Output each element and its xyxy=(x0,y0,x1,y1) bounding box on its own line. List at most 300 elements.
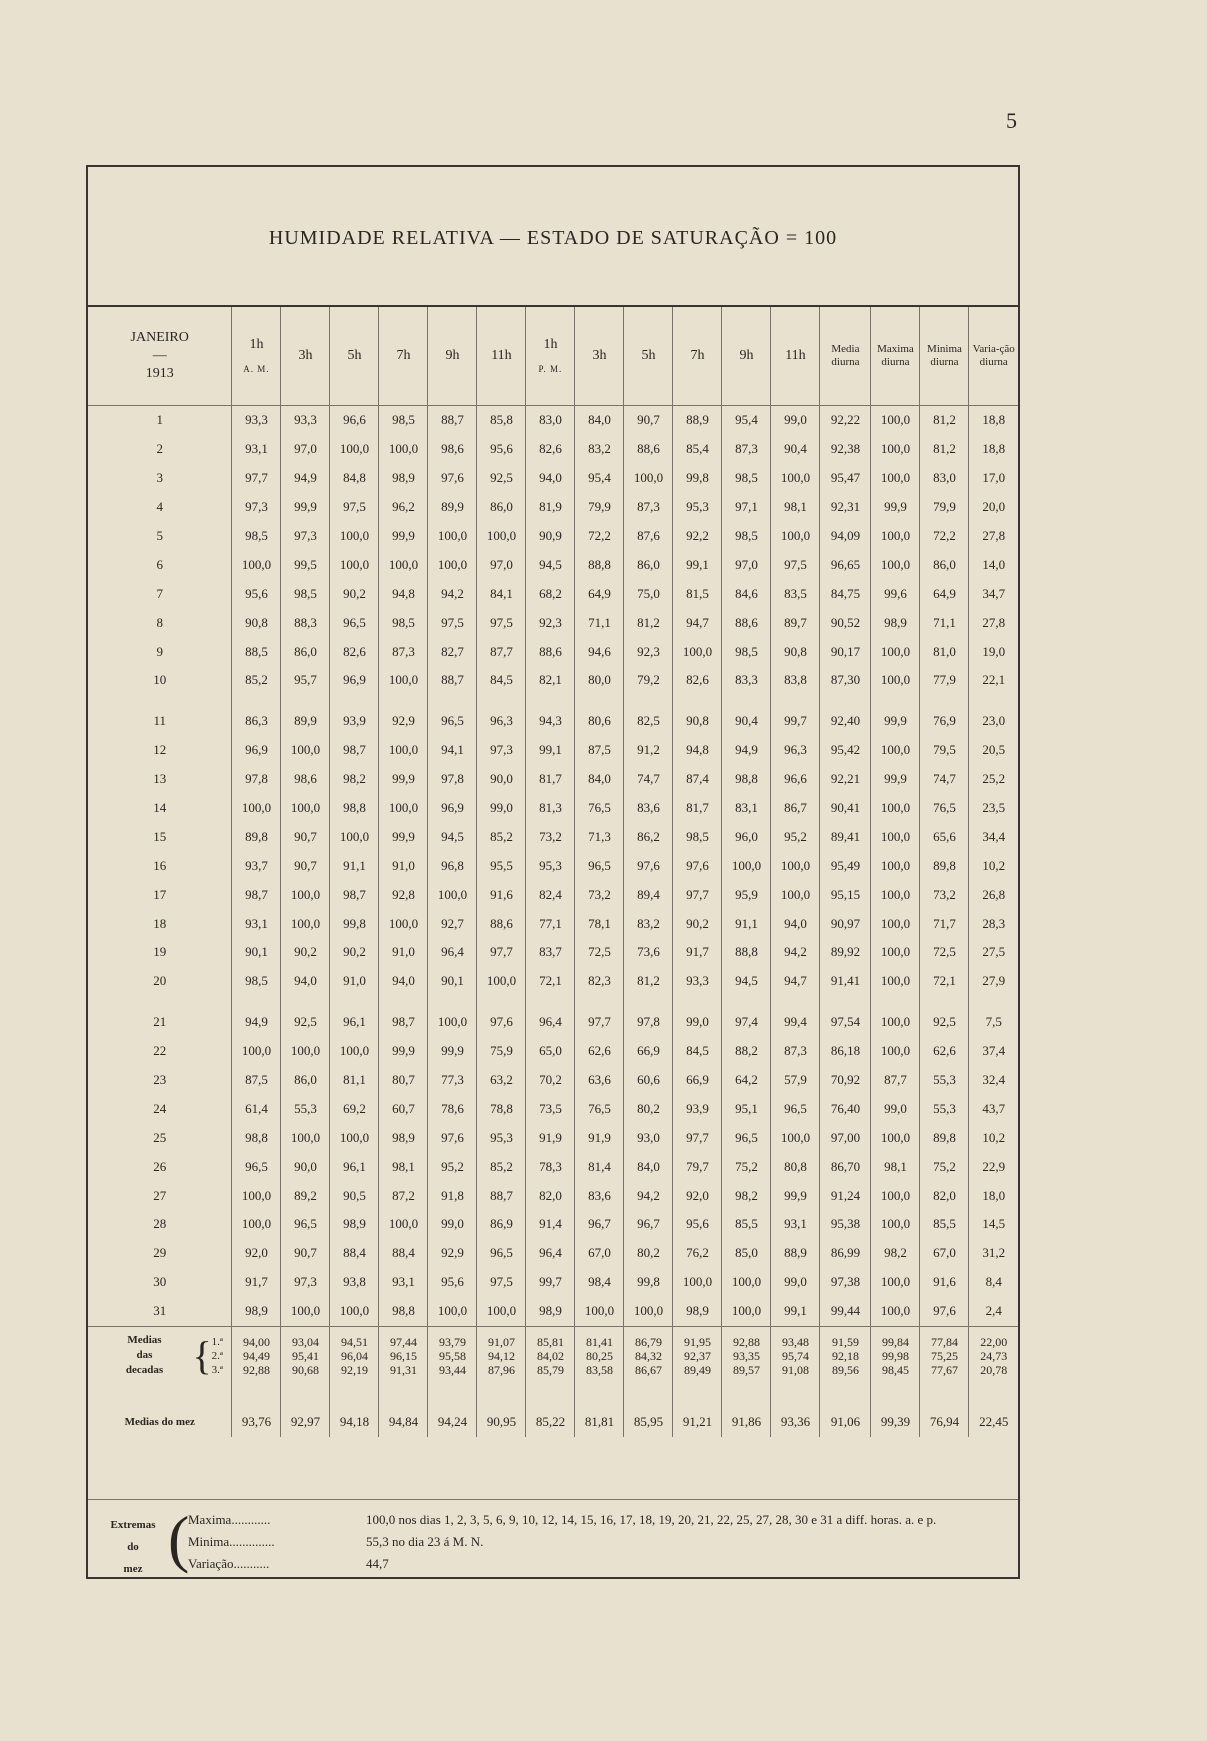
value-cell: 97,6 xyxy=(428,1123,477,1152)
variacao-value: 44,7 xyxy=(366,1556,389,1571)
decade-value-cell xyxy=(575,1326,624,1385)
value-cell: 68,2 xyxy=(526,579,575,608)
value-cell: 92,5 xyxy=(920,1008,969,1037)
day-cell: 15 xyxy=(153,828,167,844)
value-cell: 95,47 xyxy=(820,464,871,493)
value-cell: 93,9 xyxy=(673,1094,722,1123)
table-row xyxy=(88,493,1018,522)
value-cell: 98,8 xyxy=(232,1123,281,1152)
value-cell: 81,2 xyxy=(624,967,673,996)
value-cell: 74,7 xyxy=(624,765,673,794)
decade-value-cell xyxy=(920,1326,969,1385)
value-cell: 90,8 xyxy=(673,707,722,736)
value-cell: 100,0 xyxy=(575,1297,624,1326)
month-mean-cell: 94,18 xyxy=(330,1407,379,1437)
value-cell: 84,75 xyxy=(820,579,871,608)
value-cell: 81,9 xyxy=(526,493,575,522)
variacao-label: Variação........... xyxy=(188,1556,270,1571)
value-cell: 88,7 xyxy=(428,406,477,435)
table-row xyxy=(88,435,1018,464)
value-cell: 89,8 xyxy=(920,851,969,880)
value-cell: 97,5 xyxy=(477,608,526,637)
decade-ordinals xyxy=(212,1335,223,1377)
value-cell: 87,4 xyxy=(673,765,722,794)
value-cell: 87,5 xyxy=(232,1066,281,1095)
value-cell: 99,9 xyxy=(871,765,920,794)
value-cell: 93,1 xyxy=(379,1268,428,1297)
value-cell: 100,0 xyxy=(379,909,428,938)
decade-value: 94,49 xyxy=(242,1348,270,1363)
value-cell: 84,1 xyxy=(477,579,526,608)
month-mean-cell: 99,39 xyxy=(871,1407,920,1437)
spacer-cell xyxy=(920,1385,969,1407)
value-cell: 77,1 xyxy=(526,909,575,938)
table-row xyxy=(88,550,1018,579)
value-cell: 91,6 xyxy=(920,1268,969,1297)
value-cell: 98,7 xyxy=(330,880,379,909)
value-cell: 97,8 xyxy=(232,765,281,794)
hour-header xyxy=(379,307,428,406)
value-cell: 95,49 xyxy=(820,851,871,880)
value-cell: 72,5 xyxy=(575,938,624,967)
value-cell: 43,7 xyxy=(969,1094,1018,1123)
value-cell: 83,0 xyxy=(920,464,969,493)
value-cell: 98,6 xyxy=(428,435,477,464)
value-cell: 75,0 xyxy=(624,579,673,608)
value-cell: 88,8 xyxy=(575,550,624,579)
value-cell: 94,9 xyxy=(281,464,330,493)
value-cell: 25,2 xyxy=(969,765,1018,794)
decade-value: 89,56 xyxy=(831,1362,859,1377)
value-cell: 100,0 xyxy=(330,550,379,579)
value-cell: 81,5 xyxy=(673,579,722,608)
value-cell: 60,6 xyxy=(624,1066,673,1095)
spacer-cell xyxy=(477,996,526,1008)
decade-value: 94,00 xyxy=(242,1334,270,1349)
day-cell: 22 xyxy=(153,1043,167,1059)
decade-value: 94,51 xyxy=(340,1334,368,1349)
value-cell: 22,9 xyxy=(969,1152,1018,1181)
value-cell: 91,9 xyxy=(526,1123,575,1152)
value-cell: 97,7 xyxy=(477,938,526,967)
value-cell: 71,1 xyxy=(920,608,969,637)
spacer-cell xyxy=(969,996,1018,1008)
month-name: JANEIRO xyxy=(130,329,189,345)
spacer-cell xyxy=(88,1385,232,1407)
value-cell: 87,5 xyxy=(575,736,624,765)
decade-value: 92,88 xyxy=(732,1334,760,1349)
value-cell: 100,0 xyxy=(871,522,920,551)
table-row xyxy=(88,579,1018,608)
value-cell: 95,1 xyxy=(722,1094,771,1123)
value-cell: 100,0 xyxy=(232,1181,281,1210)
spacer-cell xyxy=(722,695,771,707)
value-cell: 99,9 xyxy=(379,822,428,851)
spacer-cell xyxy=(920,996,969,1008)
value-cell: 62,6 xyxy=(920,1037,969,1066)
value-cell: 100,0 xyxy=(771,1123,820,1152)
decade-value-cell xyxy=(673,1326,722,1385)
variacao-header: Varia-ção diurna xyxy=(969,307,1018,406)
value-cell: 93,7 xyxy=(232,851,281,880)
value-cell: 99,8 xyxy=(673,464,722,493)
hour-label: 7h xyxy=(690,347,705,363)
value-cell: 100,0 xyxy=(722,1297,771,1326)
value-cell: 99,9 xyxy=(871,493,920,522)
spacer-cell xyxy=(379,996,428,1008)
value-cell: 96,5 xyxy=(232,1152,281,1181)
extremes-maxima-row xyxy=(188,1510,937,1530)
hour-label: 3h xyxy=(592,347,607,363)
spacer-cell xyxy=(575,996,624,1008)
value-cell: 99,4 xyxy=(771,1008,820,1037)
value-cell: 97,8 xyxy=(428,765,477,794)
spacer-row xyxy=(88,1385,1018,1407)
table-row xyxy=(88,1008,1018,1037)
value-cell: 97,00 xyxy=(820,1123,871,1152)
value-cell: 91,0 xyxy=(330,967,379,996)
value-cell: 86,9 xyxy=(477,1210,526,1239)
value-cell: 84,0 xyxy=(575,406,624,435)
value-cell: 91,8 xyxy=(428,1181,477,1210)
spacer-cell xyxy=(281,695,330,707)
value-cell: 91,6 xyxy=(477,880,526,909)
humidity-table xyxy=(88,307,1018,1437)
spacer-cell xyxy=(673,996,722,1008)
value-cell: 79,2 xyxy=(624,666,673,695)
value-cell: 93,8 xyxy=(330,1268,379,1297)
value-cell: 90,52 xyxy=(820,608,871,637)
value-cell: 91,1 xyxy=(722,909,771,938)
spacer-cell xyxy=(969,1385,1018,1407)
day-cell: 19 xyxy=(153,944,167,960)
value-cell: 100,0 xyxy=(871,822,920,851)
decade-value: 83,58 xyxy=(585,1362,613,1377)
value-cell: 98,5 xyxy=(722,637,771,666)
value-cell: 93,3 xyxy=(281,406,330,435)
value-cell: 99,9 xyxy=(379,765,428,794)
value-cell: 81,2 xyxy=(920,406,969,435)
value-cell: 94,8 xyxy=(673,736,722,765)
value-cell: 65,6 xyxy=(920,822,969,851)
value-cell: 94,5 xyxy=(526,550,575,579)
decade-ordinal: 2.ª xyxy=(211,1349,223,1362)
value-cell: 79,7 xyxy=(673,1152,722,1181)
value-cell: 73,2 xyxy=(526,822,575,851)
value-cell: 100,0 xyxy=(281,1037,330,1066)
value-cell: 98,9 xyxy=(526,1297,575,1326)
value-cell: 94,7 xyxy=(771,967,820,996)
decade-ordinal: 1.ª xyxy=(211,1335,223,1348)
value-cell: 97,3 xyxy=(477,736,526,765)
value-cell: 89,8 xyxy=(920,1123,969,1152)
decade-value: 20,78 xyxy=(980,1362,1008,1377)
decade-value: 22,00 xyxy=(980,1334,1008,1349)
value-cell: 99,0 xyxy=(771,406,820,435)
value-cell: 85,0 xyxy=(722,1239,771,1268)
value-cell: 92,3 xyxy=(526,608,575,637)
spacer-cell xyxy=(232,1385,281,1407)
value-cell: 96,5 xyxy=(428,707,477,736)
value-cell: 96,7 xyxy=(624,1210,673,1239)
hour-label: 1h xyxy=(543,337,558,353)
value-cell: 100,0 xyxy=(771,522,820,551)
decade-value: 81,41 xyxy=(585,1334,613,1349)
spacer-cell xyxy=(88,996,232,1008)
value-cell: 99,8 xyxy=(624,1268,673,1297)
value-cell: 100,0 xyxy=(871,794,920,823)
value-cell: 72,2 xyxy=(920,522,969,551)
value-cell: 95,6 xyxy=(232,579,281,608)
spacer-cell xyxy=(624,695,673,707)
decade-value: 93,04 xyxy=(291,1334,319,1349)
decade-value: 92,18 xyxy=(831,1348,859,1363)
day-cell: 4 xyxy=(156,499,163,515)
day-cell: 24 xyxy=(153,1100,167,1116)
value-cell: 66,9 xyxy=(624,1037,673,1066)
value-cell: 79,9 xyxy=(920,493,969,522)
page-number: 5 xyxy=(1006,108,1017,133)
value-cell: 72,1 xyxy=(526,967,575,996)
table-row xyxy=(88,666,1018,695)
value-cell: 26,8 xyxy=(969,880,1018,909)
decade-value: 85,79 xyxy=(536,1362,564,1377)
value-cell: 84,5 xyxy=(673,1037,722,1066)
value-cell: 88,4 xyxy=(379,1239,428,1268)
value-cell: 91,41 xyxy=(820,967,871,996)
value-cell: 100,0 xyxy=(379,736,428,765)
day-cell: 17 xyxy=(153,886,167,902)
value-cell: 94,6 xyxy=(575,637,624,666)
decade-value: 91,07 xyxy=(487,1334,515,1349)
value-cell: 97,3 xyxy=(232,493,281,522)
value-cell: 82,6 xyxy=(526,435,575,464)
table-row xyxy=(88,1094,1018,1123)
value-cell: 100,0 xyxy=(871,736,920,765)
decade-value: 93,79 xyxy=(438,1334,466,1349)
value-cell: 96,1 xyxy=(330,1152,379,1181)
value-cell: 94,2 xyxy=(624,1181,673,1210)
value-cell: 93,0 xyxy=(624,1123,673,1152)
day-cell: 6 xyxy=(156,556,163,572)
value-cell: 98,9 xyxy=(379,1123,428,1152)
value-cell: 98,5 xyxy=(232,967,281,996)
value-cell: 100,0 xyxy=(871,666,920,695)
table-row xyxy=(88,707,1018,736)
day-cell: 12 xyxy=(153,742,167,758)
day-cell: 13 xyxy=(153,771,167,787)
minima-value: 55,3 no dia 23 á M. N. xyxy=(366,1534,484,1549)
decade-value-cell xyxy=(281,1326,330,1385)
hour-label: 3h xyxy=(298,347,313,363)
value-cell: 27,8 xyxy=(969,522,1018,551)
decade-label-line: das xyxy=(136,1349,153,1362)
spacer-cell xyxy=(428,1385,477,1407)
value-cell: 92,21 xyxy=(820,765,871,794)
value-cell: 85,8 xyxy=(477,406,526,435)
value-cell: 86,7 xyxy=(771,794,820,823)
value-cell: 94,7 xyxy=(673,608,722,637)
spacer-cell xyxy=(820,996,871,1008)
value-cell: 91,7 xyxy=(232,1268,281,1297)
extremes-variacao-row xyxy=(188,1554,389,1574)
value-cell: 32,4 xyxy=(969,1066,1018,1095)
value-cell: 98,5 xyxy=(722,522,771,551)
value-cell: 82,0 xyxy=(920,1181,969,1210)
value-cell: 97,5 xyxy=(477,1268,526,1297)
value-cell: 80,0 xyxy=(575,666,624,695)
value-cell: 88,6 xyxy=(477,909,526,938)
value-cell: 20,5 xyxy=(969,736,1018,765)
value-cell: 90,4 xyxy=(722,707,771,736)
day-cell: 9 xyxy=(156,643,163,659)
value-cell: 90,7 xyxy=(281,1239,330,1268)
value-cell: 90,7 xyxy=(624,406,673,435)
decade-value: 24,73 xyxy=(980,1348,1008,1363)
value-cell: 23,5 xyxy=(969,794,1018,823)
value-cell: 97,38 xyxy=(820,1268,871,1297)
value-cell: 78,3 xyxy=(526,1152,575,1181)
month-mean-cell: 94,84 xyxy=(379,1407,428,1437)
value-cell: 98,1 xyxy=(871,1152,920,1181)
month-mean-cell: 91,86 xyxy=(722,1407,771,1437)
value-cell: 100,0 xyxy=(771,880,820,909)
day-cell: 27 xyxy=(153,1187,167,1203)
month-year: 1913 xyxy=(145,366,174,382)
value-cell: 100,0 xyxy=(330,1297,379,1326)
value-cell: 55,3 xyxy=(920,1094,969,1123)
decade-value: 86,67 xyxy=(634,1362,662,1377)
value-cell: 76,40 xyxy=(820,1094,871,1123)
day-cell: 14 xyxy=(153,800,167,816)
value-cell: 100,0 xyxy=(871,938,920,967)
hour-label: 9h xyxy=(445,347,460,363)
value-cell: 88,7 xyxy=(428,666,477,695)
spacer-cell xyxy=(232,695,281,707)
value-cell: 94,8 xyxy=(379,579,428,608)
day-cell: 18 xyxy=(153,915,167,931)
value-cell: 99,7 xyxy=(771,707,820,736)
spacer-cell xyxy=(281,996,330,1008)
value-cell: 63,2 xyxy=(477,1066,526,1095)
value-cell: 98,1 xyxy=(771,493,820,522)
value-cell: 99,9 xyxy=(281,493,330,522)
value-cell: 97,5 xyxy=(330,493,379,522)
table-body xyxy=(88,406,1018,1437)
value-cell: 99,0 xyxy=(771,1268,820,1297)
value-cell: 98,8 xyxy=(330,794,379,823)
spacer-cell xyxy=(575,695,624,707)
table-row xyxy=(88,938,1018,967)
value-cell: 97,6 xyxy=(428,464,477,493)
spacer-cell xyxy=(771,1385,820,1407)
value-cell: 100,0 xyxy=(673,637,722,666)
value-cell: 100,0 xyxy=(379,1210,428,1239)
spacer-cell xyxy=(771,996,820,1008)
value-cell: 93,1 xyxy=(232,909,281,938)
value-cell: 100,0 xyxy=(232,1210,281,1239)
value-cell: 86,18 xyxy=(820,1037,871,1066)
value-cell: 78,6 xyxy=(428,1094,477,1123)
value-cell: 97,6 xyxy=(920,1297,969,1326)
value-cell: 100,0 xyxy=(871,637,920,666)
hour-header xyxy=(575,307,624,406)
decade-value-cell xyxy=(871,1326,920,1385)
value-cell: 96,5 xyxy=(281,1210,330,1239)
value-cell: 96,5 xyxy=(575,851,624,880)
day-cell: 7 xyxy=(156,585,163,601)
value-cell: 67,0 xyxy=(920,1239,969,1268)
decade-value: 85,81 xyxy=(536,1334,564,1349)
decade-value: 77,67 xyxy=(930,1362,958,1377)
value-cell: 92,22 xyxy=(820,406,871,435)
hour-header xyxy=(526,307,575,406)
value-cell: 95,2 xyxy=(771,822,820,851)
value-cell: 72,1 xyxy=(920,967,969,996)
value-cell: 80,2 xyxy=(624,1094,673,1123)
maxima-label: Maxima............ xyxy=(188,1512,271,1527)
value-cell: 97,5 xyxy=(428,608,477,637)
value-cell: 89,4 xyxy=(624,880,673,909)
value-cell: 87,2 xyxy=(379,1181,428,1210)
value-cell: 96,9 xyxy=(232,736,281,765)
hour-label: 1h xyxy=(249,337,264,353)
value-cell: 95,42 xyxy=(820,736,871,765)
value-cell: 98,7 xyxy=(330,736,379,765)
value-cell: 80,7 xyxy=(379,1066,428,1095)
value-cell: 91,0 xyxy=(379,938,428,967)
value-cell: 80,6 xyxy=(575,707,624,736)
value-cell: 100,0 xyxy=(871,909,920,938)
value-cell: 97,0 xyxy=(477,550,526,579)
spacer-cell xyxy=(673,695,722,707)
value-cell: 99,0 xyxy=(871,1094,920,1123)
minima-label: Minima.............. xyxy=(188,1534,275,1549)
value-cell: 61,4 xyxy=(232,1094,281,1123)
month-mean-cell: 92,97 xyxy=(281,1407,330,1437)
table-row xyxy=(88,1152,1018,1181)
decade-value: 95,41 xyxy=(291,1348,319,1363)
spacer-row xyxy=(88,996,1018,1008)
value-cell: 100,0 xyxy=(281,1123,330,1152)
value-cell: 37,4 xyxy=(969,1037,1018,1066)
value-cell: 100,0 xyxy=(871,1037,920,1066)
value-cell: 90,97 xyxy=(820,909,871,938)
value-cell: 86,0 xyxy=(281,637,330,666)
value-cell: 100,0 xyxy=(871,1210,920,1239)
table-row xyxy=(88,736,1018,765)
decade-means-row xyxy=(88,1326,1018,1385)
media-header: Media diurna xyxy=(820,307,871,406)
value-cell: 90,5 xyxy=(330,1181,379,1210)
value-cell: 99,1 xyxy=(526,736,575,765)
month-mean-cell: 85,22 xyxy=(526,1407,575,1437)
value-cell: 100,0 xyxy=(281,909,330,938)
decade-value-cell xyxy=(526,1326,575,1385)
decade-value-cell xyxy=(722,1326,771,1385)
value-cell: 60,7 xyxy=(379,1094,428,1123)
decade-value: 93,44 xyxy=(438,1362,466,1377)
value-cell: 81,2 xyxy=(920,435,969,464)
value-cell: 93,9 xyxy=(330,707,379,736)
decade-value: 91,95 xyxy=(683,1334,711,1349)
page-title: HUMIDADE RELATIVA — ESTADO DE SATURAÇÃO = 100 xyxy=(268,227,838,249)
value-cell: 81,7 xyxy=(526,765,575,794)
value-cell: 86,0 xyxy=(477,493,526,522)
value-cell: 97,8 xyxy=(624,1008,673,1037)
value-cell: 94,9 xyxy=(722,736,771,765)
value-cell: 100,0 xyxy=(477,1297,526,1326)
